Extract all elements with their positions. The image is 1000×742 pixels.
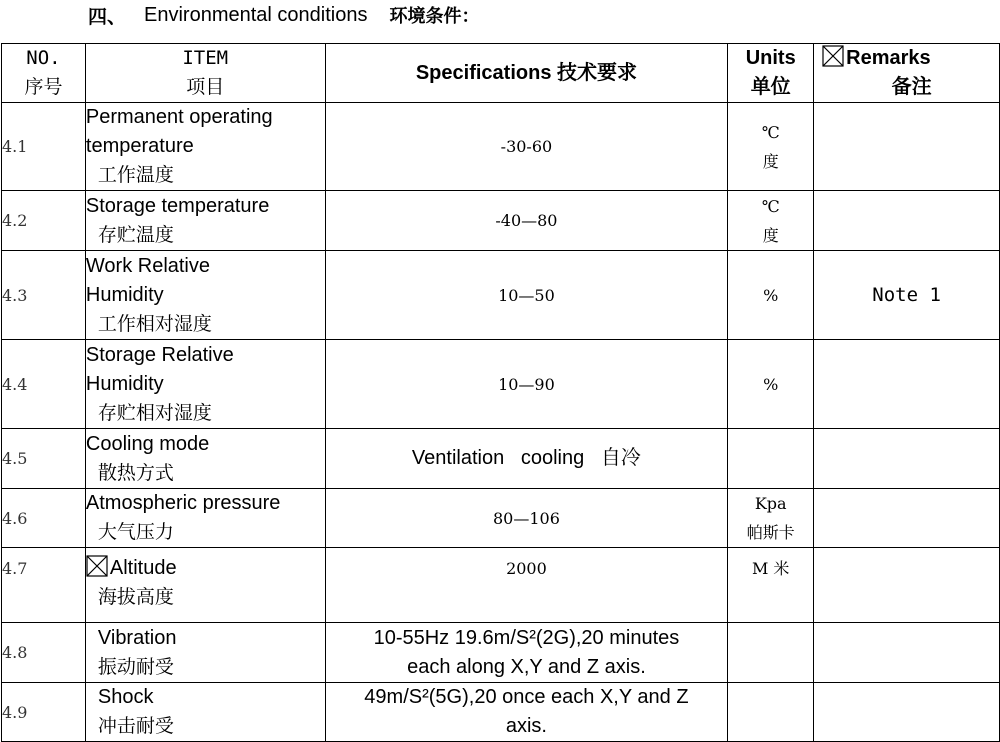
table-row: 4.1 Permanent operating temperature 工作温度 -30-60 ℃ 度 xyxy=(2,103,1000,191)
table-row: 4.5 Cooling mode 散热方式 Ventilation cooling 自冷 xyxy=(2,429,1000,489)
header-item: ITEM 项目 xyxy=(85,44,325,103)
table-row: 4.6 Atmospheric pressure 大气压力 80—106 Kpa 帕斯卡 xyxy=(2,489,1000,548)
table-row: 4.4 Storage Relative Humidity 存贮相对湿度 10—90 % xyxy=(2,340,1000,429)
checkbox-icon[interactable] xyxy=(822,45,844,67)
header-units: Units 单位 xyxy=(728,44,814,103)
section-title-cn: 环境条件： xyxy=(389,6,480,27)
table-row: 4.8 Vibration 振动耐受 10-55Hz 19.6m/S²(2G),20 minutes each along X,Y and Z axis. xyxy=(2,623,1000,683)
checkbox-icon[interactable] xyxy=(86,555,108,577)
table-row: 4.9 Shock 冲击耐受 49m/S²(5G),20 once each X,Y and Z axis. xyxy=(2,683,1000,742)
table-row: 4.3 Work Relative Humidity 工作相对湿度 10—50 % Note 1 xyxy=(2,251,1000,340)
section-number: 四、 xyxy=(88,5,127,28)
remark-note: Note 1 xyxy=(814,251,1000,340)
environmental-conditions-table xyxy=(1,43,1000,742)
header-remarks: Remarks 备注 xyxy=(814,44,1000,103)
section-heading xyxy=(88,2,479,28)
header-row xyxy=(2,44,1000,103)
table-row: 4.7 Altitude 海拔高度 2000 M 米 xyxy=(2,548,1000,623)
header-no: NO. 序号 xyxy=(2,44,86,103)
header-specifications: Specifications 技术要求 xyxy=(325,44,728,103)
table-row: 4.2 Storage temperature 存贮温度 -40—80 ℃ 度 xyxy=(2,191,1000,251)
section-title-en: Environmental conditions xyxy=(144,3,368,26)
